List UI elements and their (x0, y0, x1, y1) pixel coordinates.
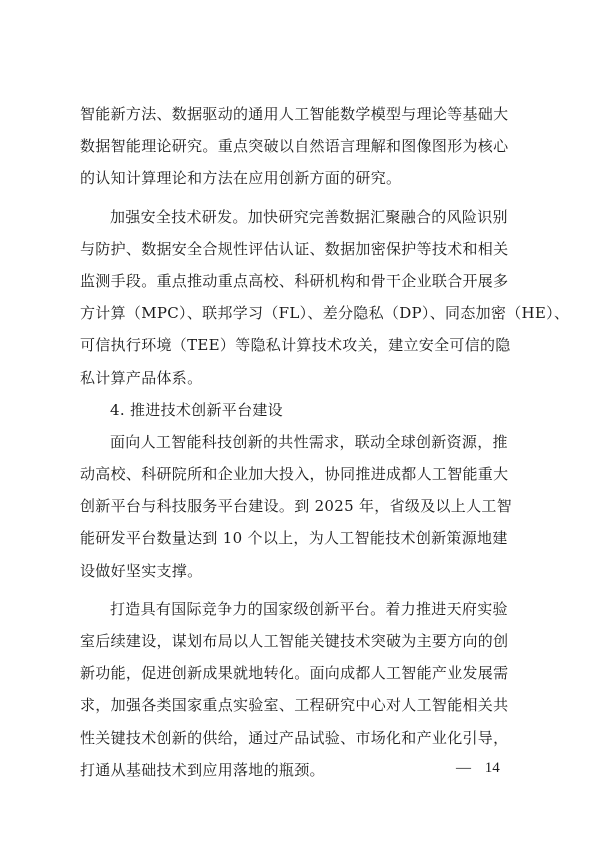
text-line: 求，加强各类国家重点实验室、工程研究中心对人工智能相关共 (80, 696, 509, 715)
text-line: 性关键技术创新的供给，通过产品试验、市场化和产业化引导， (80, 728, 509, 747)
text-line: 面向人工智能科技创新的共性需求，联动全球创新资源，推 (110, 432, 508, 451)
text-line: 智能新方法、数据驱动的通用人工智能数学模型与理论等基础大 (80, 105, 509, 123)
page-number: 14 (484, 760, 500, 776)
paragraph-2 (80, 201, 570, 394)
text-line: 的认知计算理论和方法在应用创新方面的研究。 (80, 169, 402, 188)
paragraph-1 (80, 98, 522, 195)
text-line: 加强安全技术研发。加快研究完善数据汇聚融合的风险识别 (110, 207, 508, 226)
text-line: 与防护、数据安全合规性评估认证、数据加密保护等技术和相关 (80, 239, 509, 258)
page-footer (456, 760, 500, 777)
text-line: 创新平台与科技服务平台建设。到 2025 年，省级及以上人工智 (80, 497, 513, 516)
text-line: 新功能，促进创新成果就地转化。面向成都人工智能产业发展需 (80, 664, 509, 683)
text-line: 能研发平台数量达到 10 个以上，为人工智能技术创新策源地建 (80, 529, 508, 548)
text-line: 数据智能理论研究。重点突破以自然语言理解和图像图形为核心 (80, 137, 509, 156)
text-line: 设做好坚实支撑。 (80, 561, 203, 580)
text-line: 打通从基础技术到应用落地的瓶颈。 (80, 760, 325, 779)
text-line: 监测手段。重点推动重点高校、科研机构和骨干企业联合开展多 (80, 271, 509, 290)
paragraph-3 (80, 426, 522, 587)
paragraph-4 (80, 593, 522, 786)
text-line: 打造具有国际竞争力的国家级创新平台。着力推进天府实验 (110, 599, 508, 618)
document-body (80, 98, 570, 786)
text-line: 方计算（MPC）、联邦学习（FL）、差分隐私（DP）、同态加密（HE）、 (80, 304, 570, 323)
text-line: 动高校、科研院所和企业加大投入，协同推进成都人工智能重大 (80, 465, 509, 484)
text-line: 室后续建设，谋划布局以人工智能关键技术突破为主要方向的创 (80, 632, 509, 650)
text-line: 私计算产品体系。 (80, 368, 203, 387)
text-line: 可信执行环境（TEE）等隐私计算技术攻关，建立安全可信的隐 (80, 336, 511, 355)
section-heading: 4. 推进技术创新平台建设 (110, 400, 283, 419)
footer-dash: — (456, 760, 471, 776)
